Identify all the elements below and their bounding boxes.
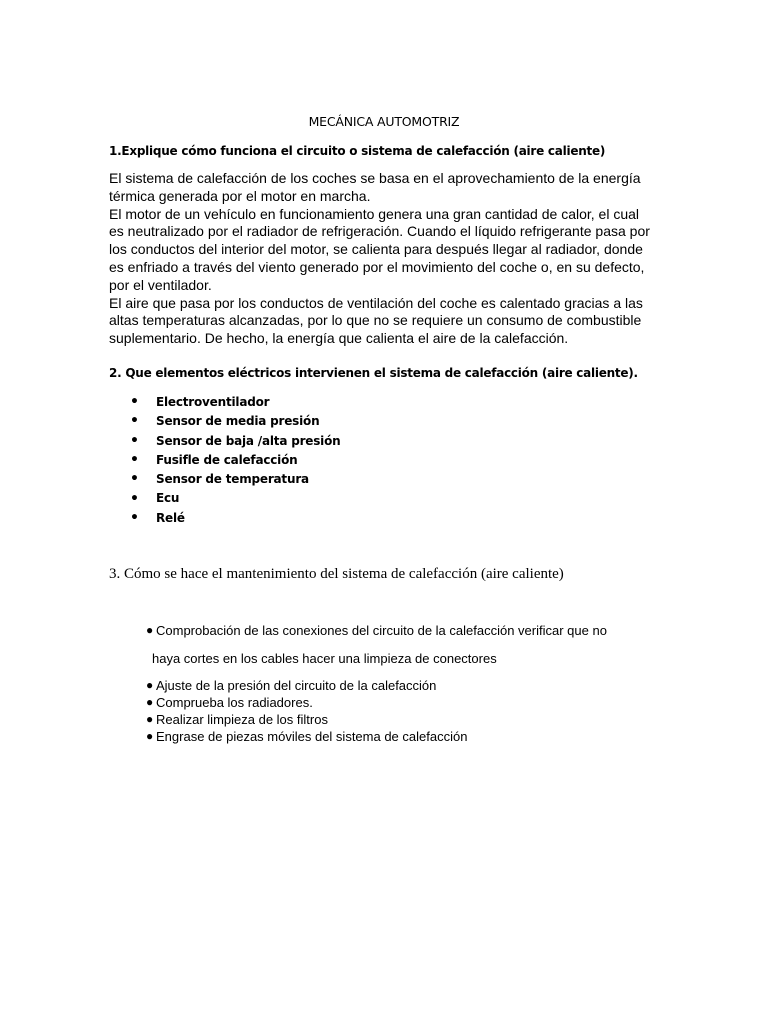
bullet-icon: •: [130, 394, 139, 411]
list-item: [130, 393, 340, 412]
question-3-heading: 3. Cómo se hace el mantenimiento del sistema de calefacción (aire caliente): [109, 566, 564, 582]
bullet-icon: •: [130, 413, 139, 430]
maintenance-list: [146, 622, 706, 745]
answer-line: térmica generada por el motor en marcha.: [109, 187, 371, 204]
list-item-label: Fusifle de calefacción: [156, 452, 298, 467]
list-item: [146, 728, 706, 745]
question-2-heading: 2. Que elementos eléctricos intervienen el sistema de calefacción (aire caliente).: [109, 366, 638, 380]
list-item-label: Sensor de baja /alta presión: [156, 433, 341, 448]
list-item: [130, 412, 340, 431]
list-item: [146, 622, 706, 639]
list-item: [130, 489, 340, 508]
bullet-icon: ●: [146, 695, 154, 709]
list-item: [146, 694, 706, 711]
list-item-label: Electroventilador: [156, 395, 270, 409]
bullet-icon: •: [130, 452, 139, 469]
list-item-label: Ajuste de la presión del circuito de la calefacción: [156, 678, 437, 693]
bullet-icon: •: [130, 432, 139, 449]
list-item-label: Engrase de piezas móviles del sistema de calefacción: [156, 729, 468, 744]
bullet-icon: ●: [146, 623, 154, 637]
answer-line: los conductos del interior del motor, se calienta para después llegar al radiador, donde: [109, 241, 643, 258]
list-item: [130, 509, 340, 528]
answer-line: El aire que pasa por los conductos de ventilación del coche es calentado gracias a las: [109, 294, 643, 311]
bullet-icon: •: [130, 509, 139, 526]
list-item-label: Ecu: [156, 491, 180, 506]
answer-line: por el ventilador.: [109, 276, 212, 293]
answer-line: es neutralizado por el radiador de refrigeración. Cuando el líquido refrigerante pasa por: [109, 223, 650, 240]
answer-line: suplementario. De hecho, la energía que calienta el aire de la calefacción.: [109, 330, 569, 347]
bullet-icon: •: [130, 471, 139, 488]
list-item-continuation: haya cortes en los cables hacer una limpieza de conectores: [152, 651, 497, 666]
list-item: [130, 451, 340, 470]
list-item-label: Sensor de media presión: [156, 414, 320, 429]
answer-line: altas temperaturas alcanzadas, por lo que no se requiere un consumo de combustible: [109, 312, 642, 329]
bullet-icon: ●: [146, 712, 154, 726]
answer-line: El sistema de calefacción de los coches se basa en el aprovechamiento de la energía: [109, 170, 641, 186]
list-item-label: Realizar limpieza de los filtros: [156, 712, 328, 727]
list-item-label: Comprueba los radiadores.: [156, 695, 313, 710]
answer-line: es enfriado a través del viento generado por el movimiento del coche o, en su defecto,: [109, 258, 645, 275]
list-item: [146, 711, 706, 728]
electrical-elements-list: [130, 393, 340, 528]
list-item: [146, 677, 706, 694]
bullet-icon: ●: [146, 678, 154, 692]
list-item: [130, 432, 340, 451]
bullet-icon: ●: [146, 729, 154, 743]
list-item-label: Sensor de temperatura: [156, 472, 309, 487]
list-item-label: Comprobación de las conexiones del circuito de la calefacción verificar que no: [156, 623, 607, 638]
list-item-label: Relé: [156, 510, 185, 525]
answer-line: El motor de un vehículo en funcionamiento genera una gran cantidad de calor, el cual: [109, 205, 640, 222]
list-item: [130, 470, 340, 489]
question-1-heading: 1.Explique cómo funciona el circuito o sistema de calefacción (aire caliente): [109, 144, 606, 158]
question-1-answer: [109, 170, 669, 348]
bullet-icon: •: [130, 490, 139, 507]
document-title: MECÁNICA AUTOMOTRIZ: [308, 114, 460, 129]
